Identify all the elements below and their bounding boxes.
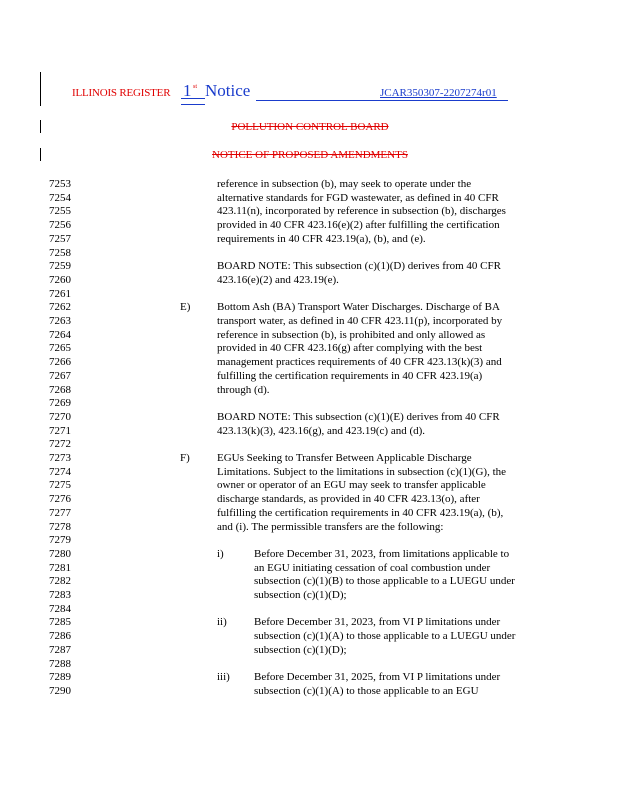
change-bar: [40, 72, 41, 106]
header-underline: [256, 100, 508, 101]
register-label: ILLINOIS REGISTER: [72, 87, 171, 99]
text-line: subsection (c)(1)(D);: [254, 643, 347, 656]
line-number: 7255: [49, 205, 71, 218]
line-number: 7253: [49, 178, 71, 190]
board-note: 423.13(k)(3), 423.16(g), and 423.19(c) and (d).: [217, 424, 426, 437]
text-line: provided in 40 CFR 423.16(e)(2) after fulfilling the certification: [217, 219, 500, 232]
line-number: 7280: [49, 547, 71, 560]
line-number: 7279: [49, 534, 71, 547]
text-line: fulfilling the certification requirements in 40 CFR 423.19(a): [217, 369, 483, 382]
board-note: BOARD NOTE: This subsection (c)(1)(E) derives from 40 CFR: [217, 410, 500, 423]
line-number: 7263: [49, 315, 71, 327]
line-number: 7272: [49, 438, 71, 451]
line-number: 7276: [49, 493, 71, 506]
jcar-code: JCAR350307-2207274r01: [380, 87, 497, 99]
notice-title: NOTICE OF PROPOSED AMENDMENTS: [212, 149, 408, 161]
line-number: 7278: [49, 520, 71, 533]
text-line: subsection (c)(1)(A) to those applicable to a LUEGU under: [254, 630, 516, 643]
text-line: subsection (c)(1)(B) to those applicable to a LUEGU under: [254, 575, 515, 588]
text-line: through (d).: [217, 383, 270, 396]
line-number: 7288: [49, 657, 71, 670]
line-number: 7290: [49, 684, 71, 697]
notice-label: Notice: [205, 81, 251, 100]
text-line: Before December 31, 2025, from VI P limitations under: [254, 671, 501, 684]
text-line: subsection (c)(1)(A) to those applicable to an EGU: [254, 684, 479, 697]
line-number: 7256: [49, 219, 71, 232]
line-number: 7261: [49, 287, 71, 300]
line-number: 7267: [49, 369, 71, 382]
board-note: BOARD NOTE: This subsection (c)(1)(D) derives from 40 CFR: [217, 260, 501, 273]
text-line: discharge standards, as provided in 40 CFR 423.13(o), after: [217, 493, 480, 506]
board-note: 423.16(e)(2) and 423.19(e).: [217, 273, 339, 286]
text-line: Limitations. Subject to the limitations in subsection (c)(1)(G), the: [217, 465, 507, 478]
line-number: 7259: [49, 260, 71, 273]
line-number: 7260: [49, 273, 71, 286]
agency-title: POLLUTION CONTROL BOARD: [231, 121, 389, 133]
item-label: i): [217, 547, 224, 560]
line-number: 7281: [49, 561, 71, 574]
text-line: Before December 31, 2023, from VI P limitations under: [254, 616, 501, 629]
line-number: 7283: [49, 589, 71, 601]
text-line: provided in 40 CFR 423.16(g) after complying with the best: [217, 342, 483, 355]
item-label: iii): [217, 671, 230, 684]
line-number: 7265: [49, 342, 71, 355]
line-number: 7270: [49, 410, 71, 423]
text-line: requirements in 40 CFR 423.19(a), (b), and (e).: [217, 232, 426, 245]
text-line: owner or operator of an EGU may seek to transfer applicable: [217, 479, 486, 492]
text-line: reference in subsection (b), is prohibited and only allowed as: [217, 328, 486, 341]
line-number: 7277: [49, 506, 71, 519]
line-number: 7286: [49, 630, 71, 643]
text-line: management practices requirements of 40 CFR 423.13(k)(3) and: [217, 356, 502, 369]
line-number: 7254: [49, 191, 71, 204]
text-line: and (i). The permissible transfers are the following:: [217, 520, 444, 533]
text-line: subsection (c)(1)(D);: [254, 589, 347, 601]
subsection-label: E): [180, 301, 191, 314]
line-number: 7275: [49, 479, 71, 492]
text-line: alternative standards for FGD wastewater, as defined in 40 CFR: [217, 191, 499, 204]
line-number: 7273: [49, 452, 71, 464]
issue-number: 1: [183, 81, 192, 100]
line-number: 7262: [49, 301, 71, 314]
line-number: 7274: [49, 465, 71, 478]
header-rule: [181, 98, 205, 99]
text-line: Bottom Ash (BA) Transport Water Discharges. Discharge of BA: [217, 301, 500, 314]
line-number: 7289: [49, 671, 71, 684]
line-number: 7264: [49, 328, 71, 341]
text-line: reference in subsection (b), may seek to operate under the: [217, 178, 472, 190]
line-number: 7268: [49, 383, 71, 396]
line-number: 7285: [49, 616, 71, 629]
header-rule: [181, 104, 205, 105]
line-number: 7258: [49, 246, 71, 259]
line-number: 7271: [49, 424, 71, 437]
text-line: Before December 31, 2023, from limitations applicable to: [254, 547, 510, 560]
text-line: an EGU initiating cessation of coal combustion under: [254, 561, 491, 574]
line-number: 7266: [49, 356, 71, 369]
line-number: 7287: [49, 643, 71, 656]
text-line: fulfilling the certification requirements in 40 CFR 423.19(a), (b),: [217, 506, 504, 519]
text-line: transport water, as defined in 40 CFR 423.11(p), incorporated by: [217, 315, 503, 327]
line-number: 7257: [49, 232, 71, 245]
text-line: 423.11(n), incorporated by reference in subsection (b), discharges: [217, 205, 506, 218]
text-line: EGUs Seeking to Transfer Between Applicable Discharge: [217, 452, 472, 464]
item-label: ii): [217, 616, 227, 629]
issue-superscript: st: [193, 84, 198, 90]
line-number: 7284: [49, 602, 71, 615]
subsection-label: F): [180, 452, 190, 464]
line-number: 7282: [49, 575, 71, 588]
line-number: 7269: [49, 397, 71, 410]
